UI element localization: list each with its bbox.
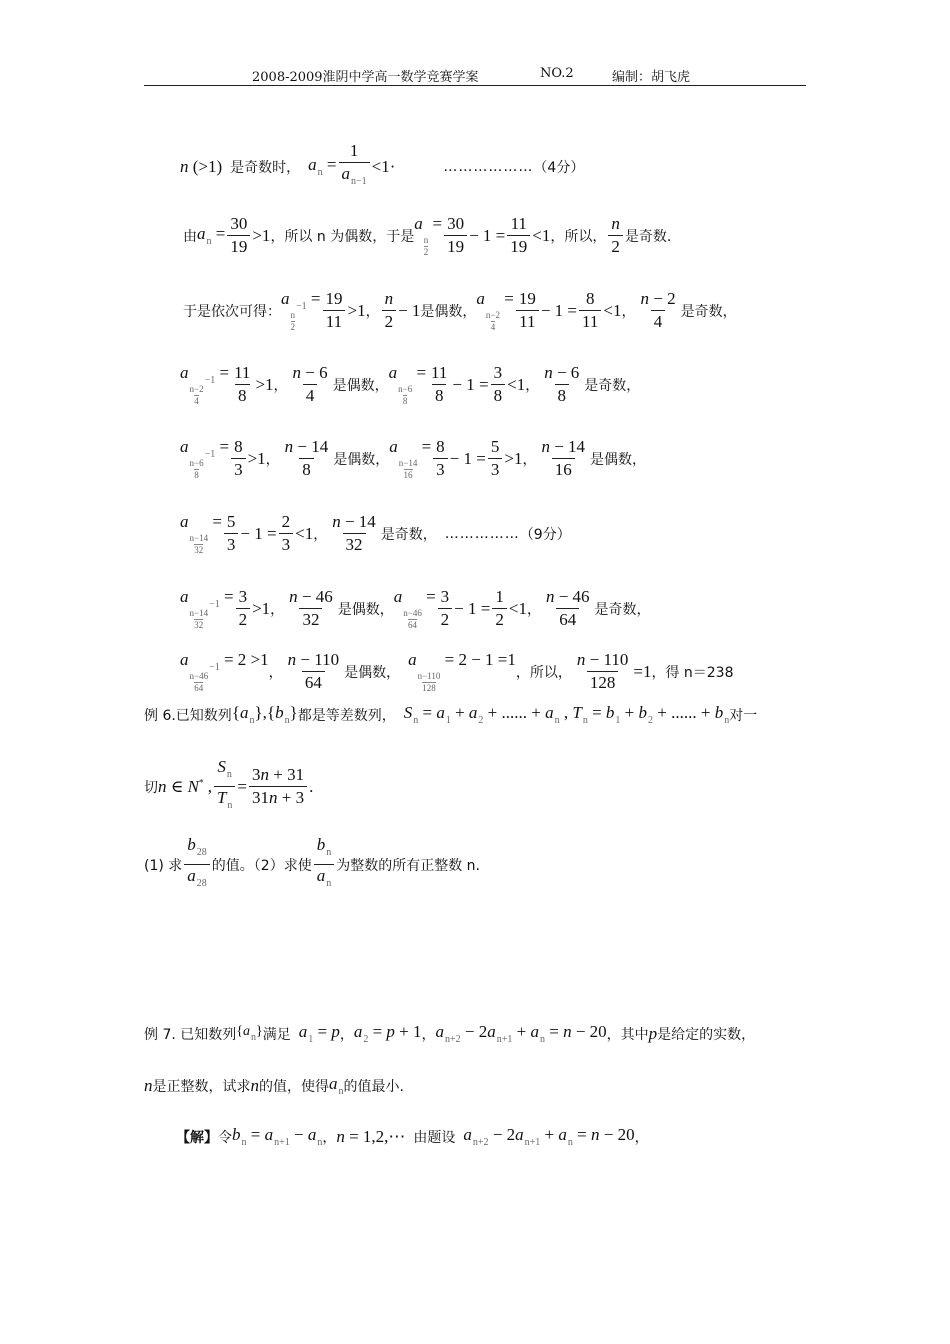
score-9: （9分） — [519, 526, 571, 543]
line-6: a $\frac{n-14}{32}$ = $\frac{5}{3}$ − 1 = $\frac{2}{3}$ <1 ， n − 14 32 是奇数， …………… （9分） — [180, 511, 571, 555]
q1: (1) 求 — [144, 857, 183, 874]
text-in-turn: 于是依次可得： — [183, 303, 281, 320]
ex7-a: 例 7. 已知数列 — [144, 1026, 237, 1043]
sol-b: 由题设 — [413, 1129, 456, 1146]
text-even-2: 是偶数， — [332, 377, 389, 394]
example-6-line-2: 切 n ∈ N* , $\frac{S_n}{T_n}$ = $\frac{3n + 31}{31n + 3}$ . — [144, 756, 313, 817]
solution-label: 【解】 — [176, 1129, 218, 1146]
example-6-line-1: 例 6.已知数列 $\{a_n\},\{b_n\}$ 都是等差数列， $S_n = a_1 + a_2$ + ...... + $a_n$ , $T_n = b_1 + b_2$ + ...... + $b_n$ 对一 — [144, 703, 758, 726]
line-5: a $\frac{n-6}{8}$ $_{-1}$ = $\frac{8}{3}$ >1 ， n − 14 8 是偶数， a $\frac{n-14}{16}$ = $\frac{8}{3}$ − 1 = $\frac{5}{3}$ >1 ， n − 14 16 是偶数， — [180, 436, 647, 480]
text-even-5: 是偶数， — [337, 601, 394, 618]
ex7-e: 是正整数，试求 — [152, 1078, 251, 1095]
line-4: a $\frac{n-2}{4}$ $_{-1}$ = $\frac{11}{8}$ >1 ， n − 6 4 是偶数， a $\frac{n-6}{8}$ = $\frac{11}{8}$ − 1 = $\frac{3}{8}$ <1 ， n − 6 8 是奇数， — [180, 362, 641, 406]
dots-2: …………… — [444, 525, 520, 542]
score-4: （4分） — [533, 159, 585, 176]
text-you: 由 — [183, 228, 197, 245]
text-odd-3: 是奇数， — [380, 526, 437, 543]
solution-line: 【解】 令 $b_n = a_{n+1} - a_n$ ， n = 1,2,⋯ 由题设 $a_{n+2} - 2a_{n+1} + a_n = n - 20$ ， — [176, 1125, 649, 1148]
text-even-6: 是偶数， — [344, 664, 401, 681]
text-odd-2: 是奇数， — [584, 377, 641, 394]
ex7-d: 是给定的实数， — [657, 1026, 756, 1043]
q1c: 为整数的所有正整数 n. — [336, 857, 480, 874]
line-1: n (>1) 是奇数时， $a_n$ = $\frac{1}{a_{n-1}}$ <1· ……………… （4分） — [180, 140, 584, 193]
header-number: NO.2 — [540, 66, 574, 81]
text-odd-when: 是奇数时， — [230, 159, 301, 176]
example-6-questions: (1) 求 $b_{28}$ $a_{28}$ 的值。（2）求使 $b_n$ $a_n$ 为整数的所有正整数 n. — [144, 834, 480, 895]
ex6-b: 都是等差数列， — [297, 707, 396, 724]
text-so2: ，所以， — [515, 664, 572, 681]
ex7-c: ，其中 — [606, 1026, 649, 1043]
ex7-g: 的值最小. — [343, 1078, 404, 1095]
ex7-f: 的值，使得 — [259, 1078, 329, 1095]
line-2: 由 $a_n$ = $\frac{30}{19}$ >1 ，所以 n 为偶数，于是 a $\frac{n}{2}$ = $\frac{30}{19}$ − 1 = $\frac{11}{19}$ <1 ，所以， n 2 是奇数. — [183, 213, 672, 257]
line-7: a $\frac{n-14}{32}$ $_{-1}$ = $\frac{3}{2}$ >1 ， n − 46 32 是偶数， a $\frac{n-46}{64}$ = $\frac{3}{2}$ − 1 = $\frac{1}{2}$ <1 ， n − 46 64 是奇数， — [180, 586, 651, 630]
text-odd-4: 是奇数， — [594, 601, 651, 618]
text-so-n-even: ，所以 n 为偶数，于是 — [270, 228, 415, 245]
text-odd-1: 是奇数， — [680, 303, 737, 320]
line-3: 于是依次可得： a $\frac{n}{2}$ $_{-1}$ = $\frac{19}{11}$ >1 ， n 2 − 1 是偶数， a $\frac{n-2}{4}$ = $\frac{19}{11}$ − 1 = $\frac{8}{11}$ <1 ， n − 2 4 是奇数， — [183, 288, 737, 332]
text-even-1: 是偶数， — [420, 303, 477, 320]
example-7-line-1: 例 7. 已知数列 $\{a_n\}$ 满足 $a_1 = p$ ， $a_2 = p + 1$ ， $a_{n+2} - 2a_{n+1} + a_n = n - 20$ ，其中 p 是给定的实数， — [144, 1022, 756, 1045]
header-rule — [144, 85, 806, 86]
example-7-line-2: n 是正整数，试求 n 的值，使得 $a_n$ 的值最小. — [144, 1074, 404, 1097]
text-is-odd: 是奇数. — [624, 228, 672, 245]
ex6-d: 切 — [144, 779, 158, 796]
ex6-c: 对一 — [729, 707, 758, 724]
sol-a: 令 — [218, 1129, 232, 1146]
header-editor: 编制：胡飞虎 — [612, 70, 691, 85]
text-even-3: 是偶数， — [333, 451, 390, 468]
dots-1: ……………… — [443, 158, 534, 175]
text-so: ，所以， — [550, 228, 607, 245]
header-title: 2008-2009淮阴中学高一数学竞赛学案 — [252, 70, 479, 85]
ex7-b: 满足 — [262, 1026, 291, 1043]
q1b: 的值。（2）求使 — [211, 857, 312, 874]
line-8: a $\frac{n-46}{64}$ $_{-1}$ = 2 >1 ， n − 110 64 是偶数， a $\frac{n-110}{128}$ = 2 − 1 =1 ，所以， $\frac{n - 110}{128}$ =1 ，得 n＝238 — [180, 649, 734, 693]
ex6-a: 例 6.已知数列 — [144, 707, 232, 724]
text-get-n: ，得 n＝238 — [651, 664, 734, 681]
text-even-4: 是偶数， — [590, 451, 647, 468]
